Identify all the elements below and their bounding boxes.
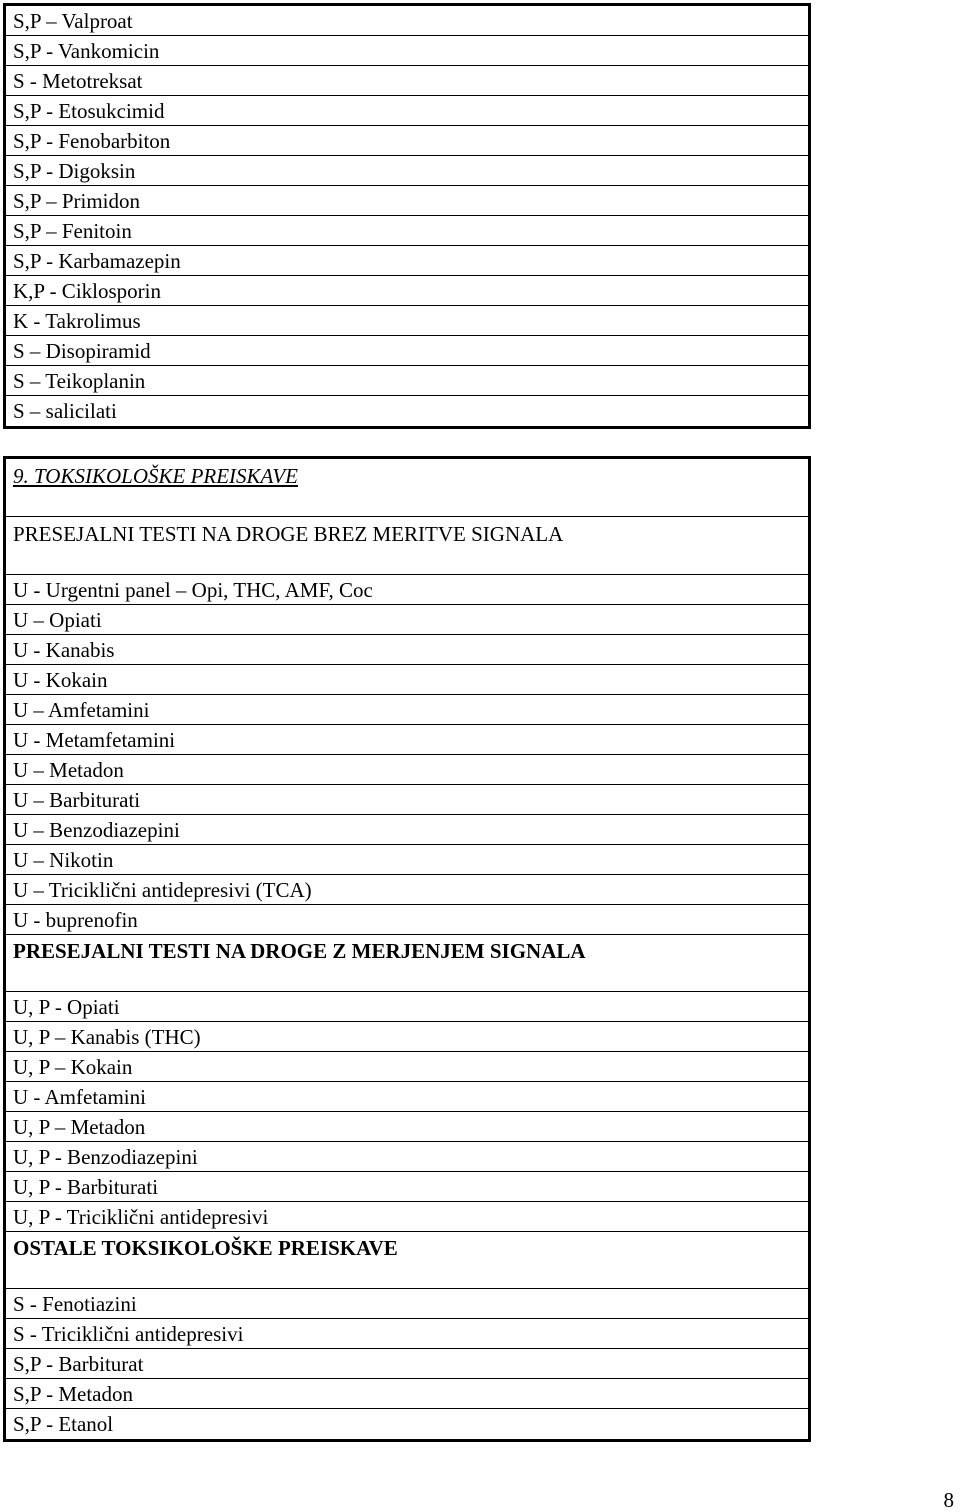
table-row: K,P - Ciklosporin bbox=[6, 276, 808, 306]
table-row: U - Kokain bbox=[6, 665, 808, 695]
table-row: U, P - Opiati bbox=[6, 992, 808, 1022]
table-row: S – Teikoplanin bbox=[6, 366, 808, 396]
table-row: U – Benzodiazepini bbox=[6, 815, 808, 845]
table-row: S,P – Fenitoin bbox=[6, 216, 808, 246]
table-row: U - buprenofin bbox=[6, 905, 808, 935]
table-row: U, P - Benzodiazepini bbox=[6, 1142, 808, 1172]
table-row: S,P – Valproat bbox=[6, 6, 808, 36]
toxicology-table bbox=[3, 456, 811, 1442]
table-row: S - Fenotiazini bbox=[6, 1289, 808, 1319]
table-row: U – Metadon bbox=[6, 755, 808, 785]
table-row: U, P - Triciklični antidepresivi bbox=[6, 1202, 808, 1232]
table-row: S,P - Metadon bbox=[6, 1379, 808, 1409]
section-title: PRESEJALNI TESTI NA DROGE BREZ MERITVE SIGNALA bbox=[6, 517, 808, 575]
table-row: S - Metotreksat bbox=[6, 66, 808, 96]
table-row: U – Opiati bbox=[6, 605, 808, 635]
table-row: S – salicilati bbox=[13, 399, 117, 423]
table-row: U - Urgentni panel – Opi, THC, AMF, Coc bbox=[6, 575, 808, 605]
table-row: K - Takrolimus bbox=[6, 306, 808, 336]
table-row: U, P – Kokain bbox=[6, 1052, 808, 1082]
table-row: S,P - Etanol bbox=[13, 1412, 114, 1436]
table-row: U, P - Barbiturati bbox=[6, 1172, 808, 1202]
table-row: U – Triciklični antidepresivi (TCA) bbox=[6, 875, 808, 905]
table-row: U, P – Kanabis (THC) bbox=[6, 1022, 808, 1052]
table-row: U – Barbiturati bbox=[6, 785, 808, 815]
table-row: S - Triciklični antidepresivi bbox=[6, 1319, 808, 1349]
table-row: U - Metamfetamini bbox=[6, 725, 808, 755]
table-row: U, P – Metadon bbox=[6, 1112, 808, 1142]
table-row: S,P – Primidon bbox=[6, 186, 808, 216]
section-heading: 9. TOKSIKOLOŠKE PREISKAVE bbox=[6, 459, 808, 517]
therapeutic-drug-table bbox=[3, 3, 811, 429]
section-title: PRESEJALNI TESTI NA DROGE Z MERJENJEM SIGNALA bbox=[6, 935, 808, 992]
table-row: U - Kanabis bbox=[6, 635, 808, 665]
table-row: U – Amfetamini bbox=[6, 695, 808, 725]
page-number: 8 bbox=[943, 1488, 954, 1512]
table-row: S,P - Barbiturat bbox=[6, 1349, 808, 1379]
table-row: S,P - Vankomicin bbox=[6, 36, 808, 66]
table-row: U – Nikotin bbox=[6, 845, 808, 875]
table-row: S,P - Digoksin bbox=[6, 156, 808, 186]
table-row: S,P - Fenobarbiton bbox=[6, 126, 808, 156]
table-row: S – Disopiramid bbox=[6, 336, 808, 366]
section-title: OSTALE TOKSIKOLOŠKE PREISKAVE bbox=[6, 1232, 808, 1289]
table-row: S,P - Etosukcimid bbox=[6, 96, 808, 126]
table-row: S,P - Karbamazepin bbox=[6, 246, 808, 276]
table-row: U - Amfetamini bbox=[6, 1082, 808, 1112]
